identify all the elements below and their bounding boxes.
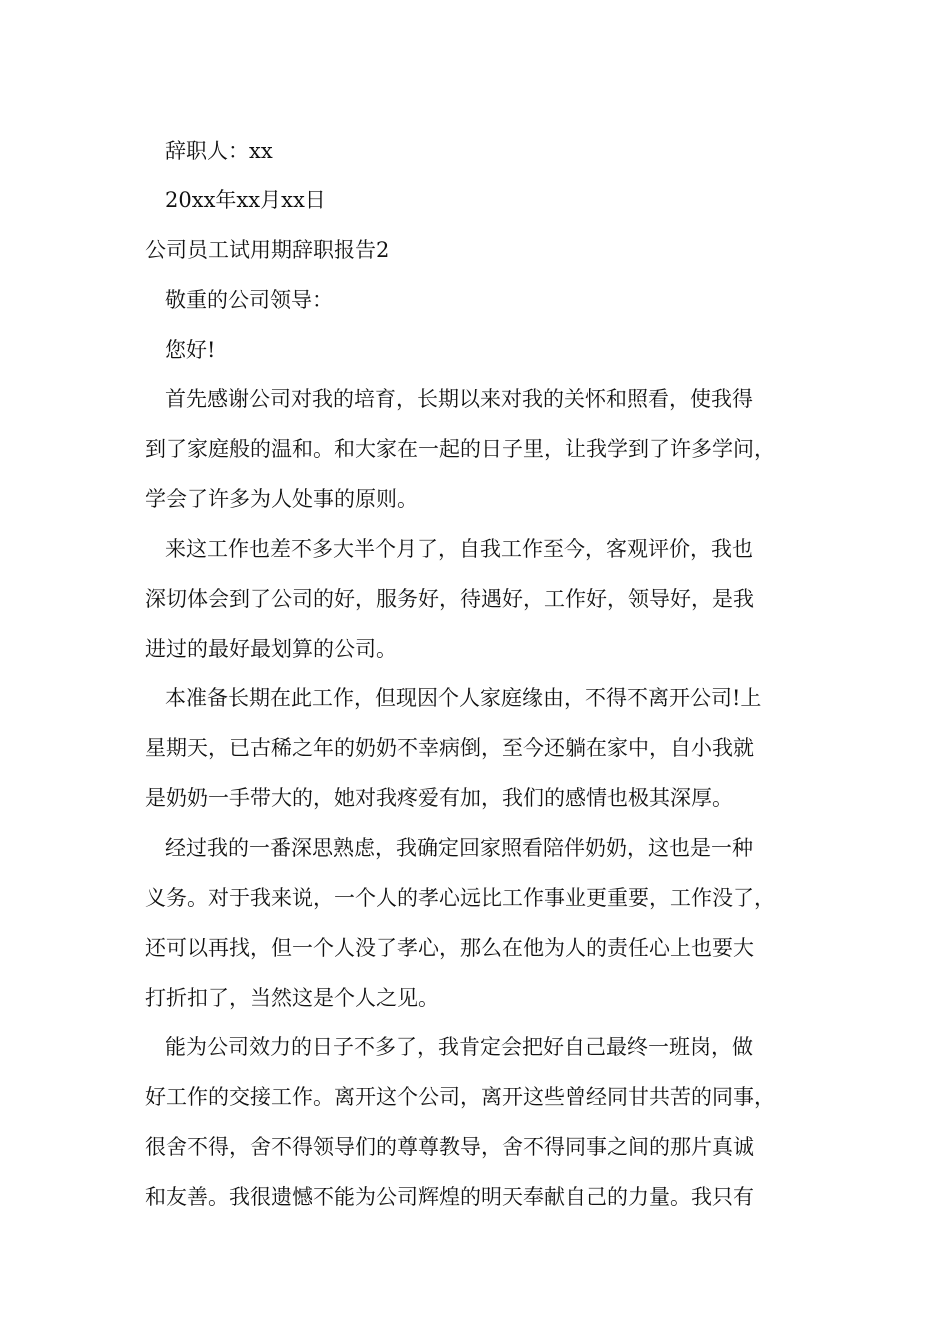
paragraph-line: 深切体会到了公司的好，服务好，待遇好，工作好，领导好，是我 — [145, 587, 754, 611]
paragraph-line: 是奶奶一手带大的，她对我疼爱有加，我们的感情也极其深厚。 — [145, 786, 733, 810]
paragraph-line: 星期天，已古稀之年的奶奶不幸病倒，至今还躺在家中，自小我就 — [145, 736, 754, 760]
paragraph-line: 经过我的一番深思熟虑，我确定回家照看陪伴奶奶，这也是一种 — [165, 836, 753, 860]
salutation: 敬重的公司领导： — [165, 288, 333, 312]
paragraph-line: 进过的最好最划算的公司。 — [145, 637, 397, 661]
paragraph-line: 首先感谢公司对我的培育，长期以来对我的关怀和照看，使我得 — [165, 387, 753, 411]
paragraph-line: 打折扣了，当然这是个人之见。 — [145, 986, 439, 1010]
paragraph-line: 学会了许多为人处事的原则。 — [145, 487, 418, 511]
paragraph-line: 和友善。我很遗憾不能为公司辉煌的明天奉献自己的力量。我只有 — [145, 1185, 754, 1209]
paragraph-line: 还可以再找，但一个人没了孝心，那么在他为人的责任心上也要大 — [145, 936, 754, 960]
paragraph-line: 到了家庭般的温和。和大家在一起的日子里，让我学到了许多学问， — [145, 437, 775, 461]
paragraph-line: 本准备长期在此工作，但现因个人家庭缘由，不得不离开公司!上 — [165, 686, 762, 710]
resignation-date: 20xx年xx月xx日 — [165, 188, 326, 212]
paragraph-line: 义务。对于我来说，一个人的孝心远比工作事业更重要，工作没了， — [145, 886, 775, 910]
greeting: 您好! — [165, 338, 216, 362]
paragraph-line: 好工作的交接工作。离开这个公司，离开这些曾经同甘共苦的同事， — [145, 1085, 775, 1109]
resigner-signature: 辞职人：xx — [165, 139, 273, 163]
paragraph-line: 很舍不得，舍不得领导们的尊尊教导，舍不得同事之间的那片真诚 — [145, 1135, 754, 1159]
paragraph-line: 来这工作也差不多大半个月了，自我工作至今，客观评价，我也 — [165, 537, 753, 561]
report-title: 公司员工试用期辞职报告2 — [145, 238, 390, 262]
paragraph-line: 能为公司效力的日子不多了，我肯定会把好自己最终一班岗，做 — [165, 1035, 753, 1059]
